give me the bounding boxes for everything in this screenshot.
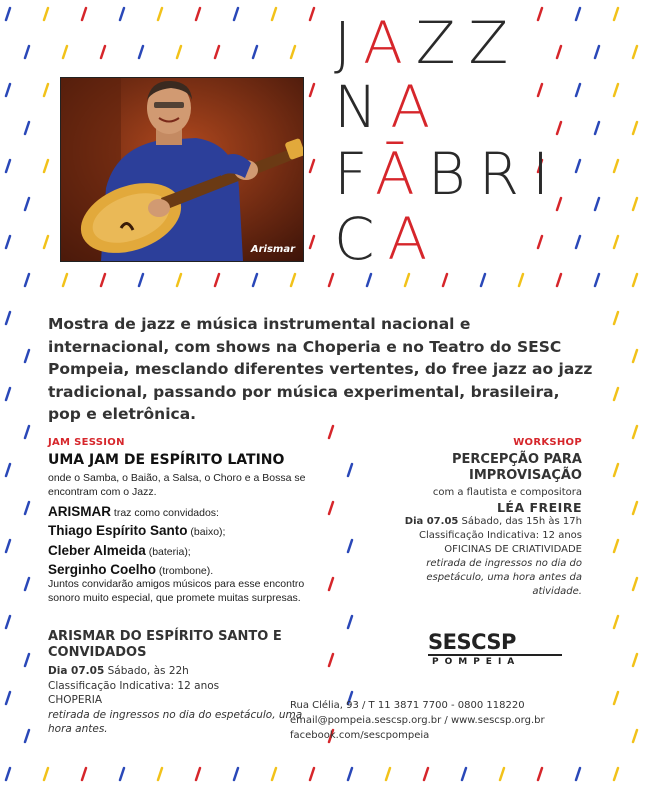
title-letter: R	[478, 140, 533, 208]
jam-heading: UMA JAM DE ESPÍRITO LATINO	[48, 452, 285, 468]
title-letter: Z	[415, 9, 469, 77]
dash-mark	[386, 768, 390, 780]
dash-mark	[633, 274, 637, 286]
guest-role: (trombone).	[156, 565, 214, 577]
dash-mark	[633, 122, 637, 134]
jam-closing-text: Juntos convidarão amigos músicos para esse encontro sonoro muito especial, que promete muitas surpresas.	[48, 578, 305, 604]
dash-mark	[310, 160, 314, 172]
photo-caption: Arismar	[250, 244, 295, 255]
guest-role: (baixo);	[187, 526, 226, 538]
workshop-venue: OFICINAS DE CRIATIVIDADE	[444, 544, 582, 555]
dash-mark	[557, 274, 561, 286]
dash-mark	[557, 46, 561, 58]
title-letter: A	[387, 205, 441, 273]
dash-mark	[443, 274, 447, 286]
dash-mark	[63, 274, 67, 286]
dash-mark	[633, 578, 637, 590]
title-line-ca	[334, 205, 441, 273]
dash-mark	[614, 84, 618, 96]
dash-mark	[462, 768, 466, 780]
dash-mark	[6, 160, 10, 172]
title-letter: Z	[468, 9, 522, 77]
logo-wordmark: SESCSP	[428, 630, 516, 654]
jam-session-label: JAM SESSION	[48, 437, 125, 448]
title-letter: B	[427, 140, 479, 208]
contact-facebook: facebook.com/sescpompeia	[290, 730, 430, 741]
dash-mark	[291, 274, 295, 286]
logo-unit: POMPEIA	[432, 657, 521, 667]
dash-mark	[196, 768, 200, 780]
dash-mark	[6, 692, 10, 704]
dash-mark	[329, 654, 333, 666]
title-letter: N	[334, 73, 391, 141]
dash-mark	[25, 274, 29, 286]
dash-mark	[44, 768, 48, 780]
dash-mark	[633, 502, 637, 514]
dash-mark	[196, 8, 200, 20]
guest-role: (bateria);	[145, 546, 191, 558]
sesc-logo	[428, 632, 562, 666]
dash-mark	[63, 46, 67, 58]
dash-mark	[348, 616, 352, 628]
dash-mark	[6, 540, 10, 552]
contact-web: email@pompeia.sescsp.org.br / www.sescsp.org.br	[290, 715, 545, 726]
workshop-subtitle: com a flautista e compositora	[432, 487, 582, 498]
dash-mark	[25, 122, 29, 134]
dash-mark	[595, 122, 599, 134]
guest-item	[48, 520, 318, 539]
title-letter: I	[532, 140, 563, 208]
event-time: Sábado, às 22h	[104, 665, 189, 677]
dash-mark	[576, 768, 580, 780]
dash-mark	[25, 350, 29, 362]
dash-mark	[6, 84, 10, 96]
workshop-rating: Classificação Indicativa: 12 anos	[419, 530, 582, 541]
dash-mark	[614, 616, 618, 628]
dash-mark	[405, 274, 409, 286]
dash-mark	[234, 8, 238, 20]
dash-mark	[272, 8, 276, 20]
dash-mark	[310, 8, 314, 20]
dash-mark	[253, 274, 257, 286]
workshop-date: Dia 07.05	[404, 516, 459, 527]
dash-mark	[177, 274, 181, 286]
event-date: Dia 07.05	[48, 665, 105, 677]
dash-mark	[25, 578, 29, 590]
dash-mark	[6, 768, 10, 780]
dash-mark	[44, 236, 48, 248]
title-letter: Ā	[375, 140, 428, 208]
guest-item	[48, 540, 318, 559]
event-venue: CHOPERIA	[48, 694, 103, 706]
workshop-label: WORKSHOP	[513, 437, 582, 448]
dash-mark	[595, 198, 599, 210]
dash-mark	[576, 8, 580, 20]
dash-mark	[633, 426, 637, 438]
dash-mark	[158, 768, 162, 780]
dash-mark	[215, 274, 219, 286]
dash-mark	[44, 8, 48, 20]
guest-name: Thiago Espírito Santo	[48, 523, 188, 538]
dash-mark	[367, 274, 371, 286]
workshop-info	[322, 515, 582, 599]
dash-mark	[633, 198, 637, 210]
dash-mark	[253, 46, 257, 58]
dash-mark	[234, 768, 238, 780]
dash-mark	[25, 426, 29, 438]
dash-mark	[6, 236, 10, 248]
dash-mark	[614, 388, 618, 400]
dash-mark	[82, 8, 86, 20]
dash-mark	[595, 274, 599, 286]
dash-mark	[633, 46, 637, 58]
title-line-na	[334, 73, 444, 141]
dash-mark	[44, 84, 48, 96]
workshop-time: Sábado, das 15h às 17h	[458, 516, 582, 527]
artist-name: ARISMAR	[48, 504, 111, 519]
dash-mark	[329, 274, 333, 286]
jam-description: onde o Samba, o Baião, a Salsa, o Choro e a Bossa se encontram com o Jazz.	[48, 472, 306, 498]
dash-mark	[633, 730, 637, 742]
workshop-title-2: IMPROVISAÇÃO	[469, 468, 582, 483]
dash-mark	[6, 312, 10, 324]
dash-mark	[500, 768, 504, 780]
event-tickets: retirada de ingressos no dia do espetáculo, uma hora antes.	[48, 708, 303, 735]
dash-mark	[519, 274, 523, 286]
intro-text: Mostra de jazz e música instrumental nacional e internacional, com shows na Choperia e no Teatro do SESC Pompeia, mesclando diferentes vertentes, do free jazz ao jazz tradicional, passando por música experimental, brasileira, pop e eletrônica.	[48, 315, 593, 423]
dash-mark	[25, 198, 29, 210]
dash-mark	[538, 8, 542, 20]
dash-mark	[424, 768, 428, 780]
dash-mark	[25, 730, 29, 742]
workshop-section	[322, 437, 582, 599]
dash-mark	[633, 350, 637, 362]
dash-mark	[101, 46, 105, 58]
dash-mark	[538, 84, 542, 96]
title-letter: A	[390, 73, 444, 141]
dash-mark	[538, 236, 542, 248]
dash-mark	[576, 84, 580, 96]
dash-mark	[310, 236, 314, 248]
dash-mark	[6, 464, 10, 476]
dash-mark	[614, 464, 618, 476]
event-title: ARISMAR DO ESPÍRITO SANTO E CONVIDADOS	[48, 629, 282, 660]
dash-mark	[177, 46, 181, 58]
dash-mark	[44, 160, 48, 172]
dash-mark	[538, 768, 542, 780]
dash-mark	[25, 46, 29, 58]
title-line-fabri	[334, 140, 563, 208]
dash-mark	[614, 236, 618, 248]
dash-mark	[614, 692, 618, 704]
dash-mark	[139, 46, 143, 58]
title-line-jazz	[334, 9, 522, 77]
dash-mark	[120, 768, 124, 780]
dash-mark	[614, 160, 618, 172]
contact-info	[290, 698, 545, 743]
guitarist-illustration	[61, 78, 303, 261]
title-letter: C	[334, 205, 388, 273]
dash-mark	[215, 46, 219, 58]
dash-mark	[6, 616, 10, 628]
dash-mark	[6, 8, 10, 20]
dash-mark	[614, 768, 618, 780]
dash-mark	[614, 312, 618, 324]
dash-mark	[595, 46, 599, 58]
dash-mark	[272, 768, 276, 780]
dash-mark	[120, 8, 124, 20]
dash-mark	[6, 388, 10, 400]
workshop-title-1: PERCEPÇÃO PARA	[451, 452, 582, 467]
dash-mark	[614, 540, 618, 552]
artist-intro	[48, 501, 308, 520]
dash-mark	[557, 122, 561, 134]
dash-mark	[614, 8, 618, 20]
dash-mark	[25, 502, 29, 514]
dash-mark	[25, 654, 29, 666]
dash-mark	[291, 46, 295, 58]
dash-mark	[576, 236, 580, 248]
dash-mark	[310, 768, 314, 780]
artist-suffix: traz como convidados:	[111, 507, 219, 519]
dash-mark	[576, 160, 580, 172]
dash-mark	[348, 768, 352, 780]
dash-mark	[158, 8, 162, 20]
guest-name: Serginho Coelho	[48, 562, 156, 577]
dash-mark	[139, 274, 143, 286]
guest-name: Cleber Almeida	[48, 543, 146, 558]
guest-item	[48, 559, 318, 578]
logo-rule	[428, 654, 562, 656]
dash-mark	[82, 768, 86, 780]
dash-mark	[481, 274, 485, 286]
dash-mark	[310, 84, 314, 96]
dash-mark	[101, 274, 105, 286]
dash-mark	[633, 654, 637, 666]
workshop-artist: LÉA FREIRE	[496, 500, 582, 515]
workshop-tickets: retirada de ingressos no dia do espetáculo, uma hora antes da atividade.	[426, 558, 582, 597]
event-rating: Classificação Indicativa: 12 anos	[48, 679, 220, 692]
event-info	[48, 664, 308, 737]
title-letter: J	[334, 9, 364, 77]
artist-photo	[60, 77, 304, 262]
contact-address: Rua Clélia, 93 / T 11 3871 7700 - 0800 118220	[290, 700, 525, 711]
title-letter: A	[363, 9, 416, 77]
title-letter: F	[334, 140, 376, 208]
